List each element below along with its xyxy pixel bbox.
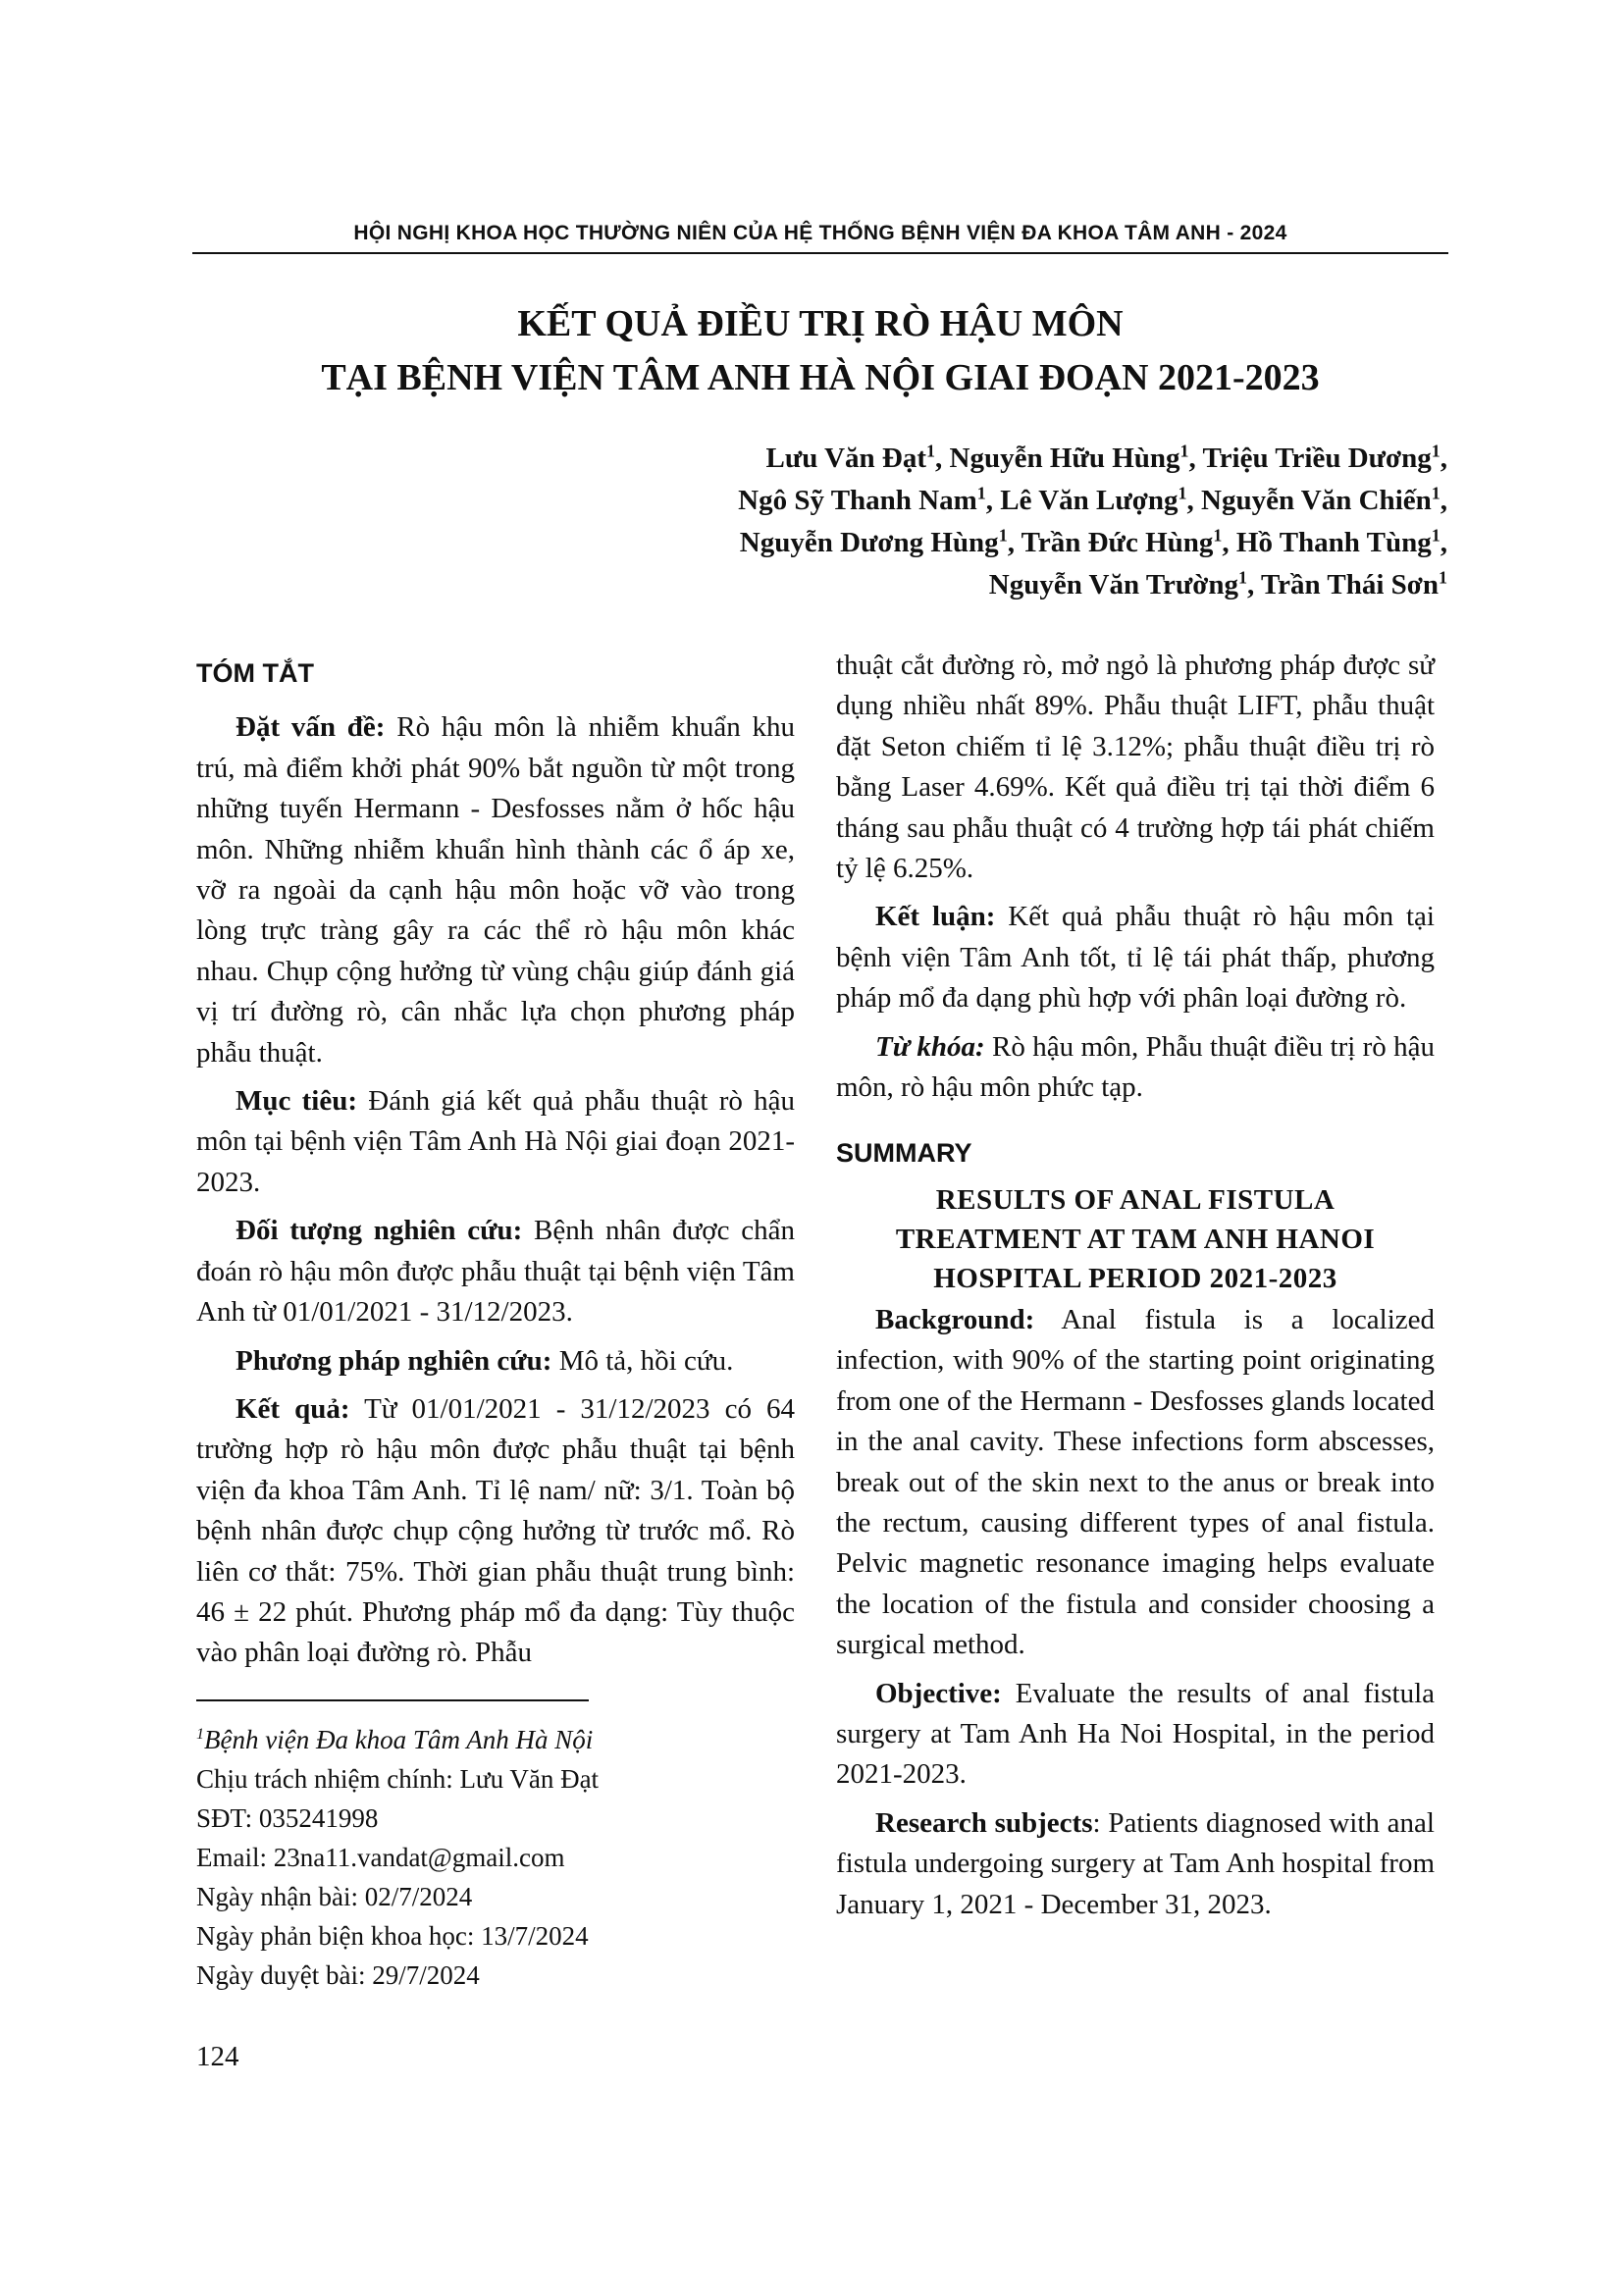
author-2: Nguyễn Hữu Hùng$^1$, — [949, 441, 1203, 474]
abstract-results-continued: thuật cắt đường rò, mở ngỏ là phương pháp được sử dụng nhiều nhất 89%. Phẫu thuật LIFT, phẫu thuật đặt Seton chiếm tỉ lệ 3.12%; phẫu thuật điều trị rò bằng Laser 4.69%. Kết quả điều trị tại thời điểm 6 tháng sau phẫu thuật có 4 trường hợp tái phát chiếm tỷ lệ 6.25%. — [836, 650, 1435, 885]
author-3: Triệu Triều Dương$^1$, — [1202, 441, 1447, 474]
abstract-objective: Mục tiêu: Đánh giá kết quả phẫu thuật rò hậu môn tại bệnh viện Tâm Anh Hà Nội giai đoạn 2021-2023. — [196, 1085, 796, 1198]
abstract-heading: TÓM TẮT — [196, 658, 314, 688]
footnote-received: Ngày nhận bài: 02/7/2024 — [196, 1882, 473, 1911]
running-header: HỘI NGHỊ KHOA HỌC THƯỜNG NIÊN CỦA HỆ THỐNG BỆNH VIỆN ĐA KHOA TÂM ANH - 2024 — [353, 222, 1287, 244]
summary-title: RESULTS OF ANAL FISTULA TREATMENT AT TAM ANH HANOI HOSPITAL PERIOD 2021-2023 — [895, 1183, 1376, 1294]
left-column — [196, 648, 795, 1682]
page-number: 124 — [196, 2041, 239, 2072]
abstract-conclusion: Kết luận: Kết quả phẫu thuật rò hậu môn tại bệnh viện Tâm Anh tốt, tỉ lệ tái phát thấp, phương pháp mổ đa dạng phù hợp với phân loại đường rò. — [836, 901, 1435, 1015]
author-1: Lưu Văn Đạt$^1$, — [765, 441, 950, 474]
footnotes — [196, 1715, 805, 1995]
author-7: Nguyễn Dương Hùng$^1$, — [739, 525, 1022, 558]
author-10: Nguyễn Văn Trường$^1$, — [988, 567, 1261, 600]
footnote-affiliation: $^1$Bệnh viện Đa khoa Tâm Anh Hà Nội — [196, 1725, 594, 1754]
footnote-phone: SĐT: 035241998 — [196, 1803, 379, 1833]
title-line-1: KẾT QUẢ ĐIỀU TRỊ RÒ HẬU MÔN — [517, 303, 1124, 344]
abstract-results: Kết quả: Từ 01/01/2021 - 31/12/2023 có 64 trường hợp rò hậu môn được phẫu thuật tại bệnh viện đa khoa Tâm Anh. Tỉ lệ nam/ nữ: 3/1. Toàn bộ bệnh nhân được chụp cộng hưởng từ trước mổ. Rò liên cơ thắt: 75%. Thời gian phẫu thuật trung bình: 46 ± 22 phút. Phương pháp mổ đa dạng: Tùy thuộc vào phân loại đường rò. Phẫu — [196, 1392, 795, 1669]
author-4: Ngô Sỹ Thanh Nam$^1$, — [738, 483, 1001, 516]
author-list — [466, 438, 1447, 606]
summary-subjects: Research subjects: Patients diagnosed with anal fistula undergoing surgery at Tam Anh hospital from January 1, 2021 - December 31, 2023. — [836, 1806, 1435, 1920]
summary-heading: SUMMARY — [836, 1138, 972, 1169]
summary-background: Background: Anal fistula is a localized infection, with 90% of the starting point originating from one of the Hermann - Desfosses glands located in the anal cavity. These infections form abscesses, break out of the skin next to the anus or break into the rectum, causing different types of anal fistula. Pelvic magnetic resonance imaging helps evaluate the location of the fistula and consider choosing a surgical method. — [836, 1303, 1435, 1661]
author-9: Hồ Thanh Tùng$^1$, — [1235, 525, 1447, 558]
right-column — [836, 646, 1435, 1933]
author-5: Lê Văn Lượng$^1$, — [1000, 483, 1201, 516]
footnote-reviewed: Ngày phản biện khoa học: 13/7/2024 — [196, 1921, 589, 1951]
footnote-email: Email: 23na11.vandat@gmail.com — [196, 1843, 565, 1872]
abstract-keywords: Từ khóa: Rò hậu môn, Phẫu thuật điều trị rò hậu môn, rò hậu môn phức tạp. — [836, 1030, 1435, 1104]
author-6: Nguyễn Văn Chiến$^1$, — [1201, 483, 1447, 516]
title-line-2: TẠI BỆNH VIỆN TÂM ANH HÀ NỘI GIAI ĐOẠN 2021-2023 — [321, 357, 1320, 398]
abstract-methods: Phương pháp nghiên cứu: Mô tả, hồi cứu. — [236, 1344, 734, 1377]
abstract-background: Đặt vấn đề: Rò hậu môn là nhiễm khuẩn khu trú, mà điểm khởi phát 90% bắt nguồn từ một trong những tuyến Hermann - Desfosses nằm ở hốc hậu môn. Những nhiễm khuẩn hình thành các ổ áp xe, vỡ ra ngoài da cạnh hậu môn hoặc vỡ vào trong lòng trực tràng gây ra các thể rò hậu môn khác nhau. Chụp cộng hưởng từ vùng chậu giúp đánh giá vị trí đường rò, cân nhắc lựa chọn phương pháp phẫu thuật. — [196, 711, 795, 1069]
footnote-accepted: Ngày duyệt bài: 29/7/2024 — [196, 1960, 480, 1990]
summary-objective: Objective: Evaluate the results of anal fistula surgery at Tam Anh Ha Noi Hospital, in the period 2021-2023. — [836, 1677, 1435, 1791]
author-8: Trần Đức Hùng$^1$, — [1021, 525, 1236, 558]
footnote-rule — [196, 1699, 589, 1701]
abstract-subjects: Đối tượng nghiên cứu: Bệnh nhân được chẩn đoán rò hậu môn được phẫu thuật tại bệnh viện Tâm Anh từ 01/01/2021 - 31/12/2023. — [196, 1215, 795, 1329]
author-11: Trần Thái Sơn$^1$ — [1260, 567, 1447, 600]
footnote-responsible: Chịu trách nhiệm chính: Lưu Văn Đạt — [196, 1764, 600, 1794]
header-rule — [192, 252, 1448, 254]
